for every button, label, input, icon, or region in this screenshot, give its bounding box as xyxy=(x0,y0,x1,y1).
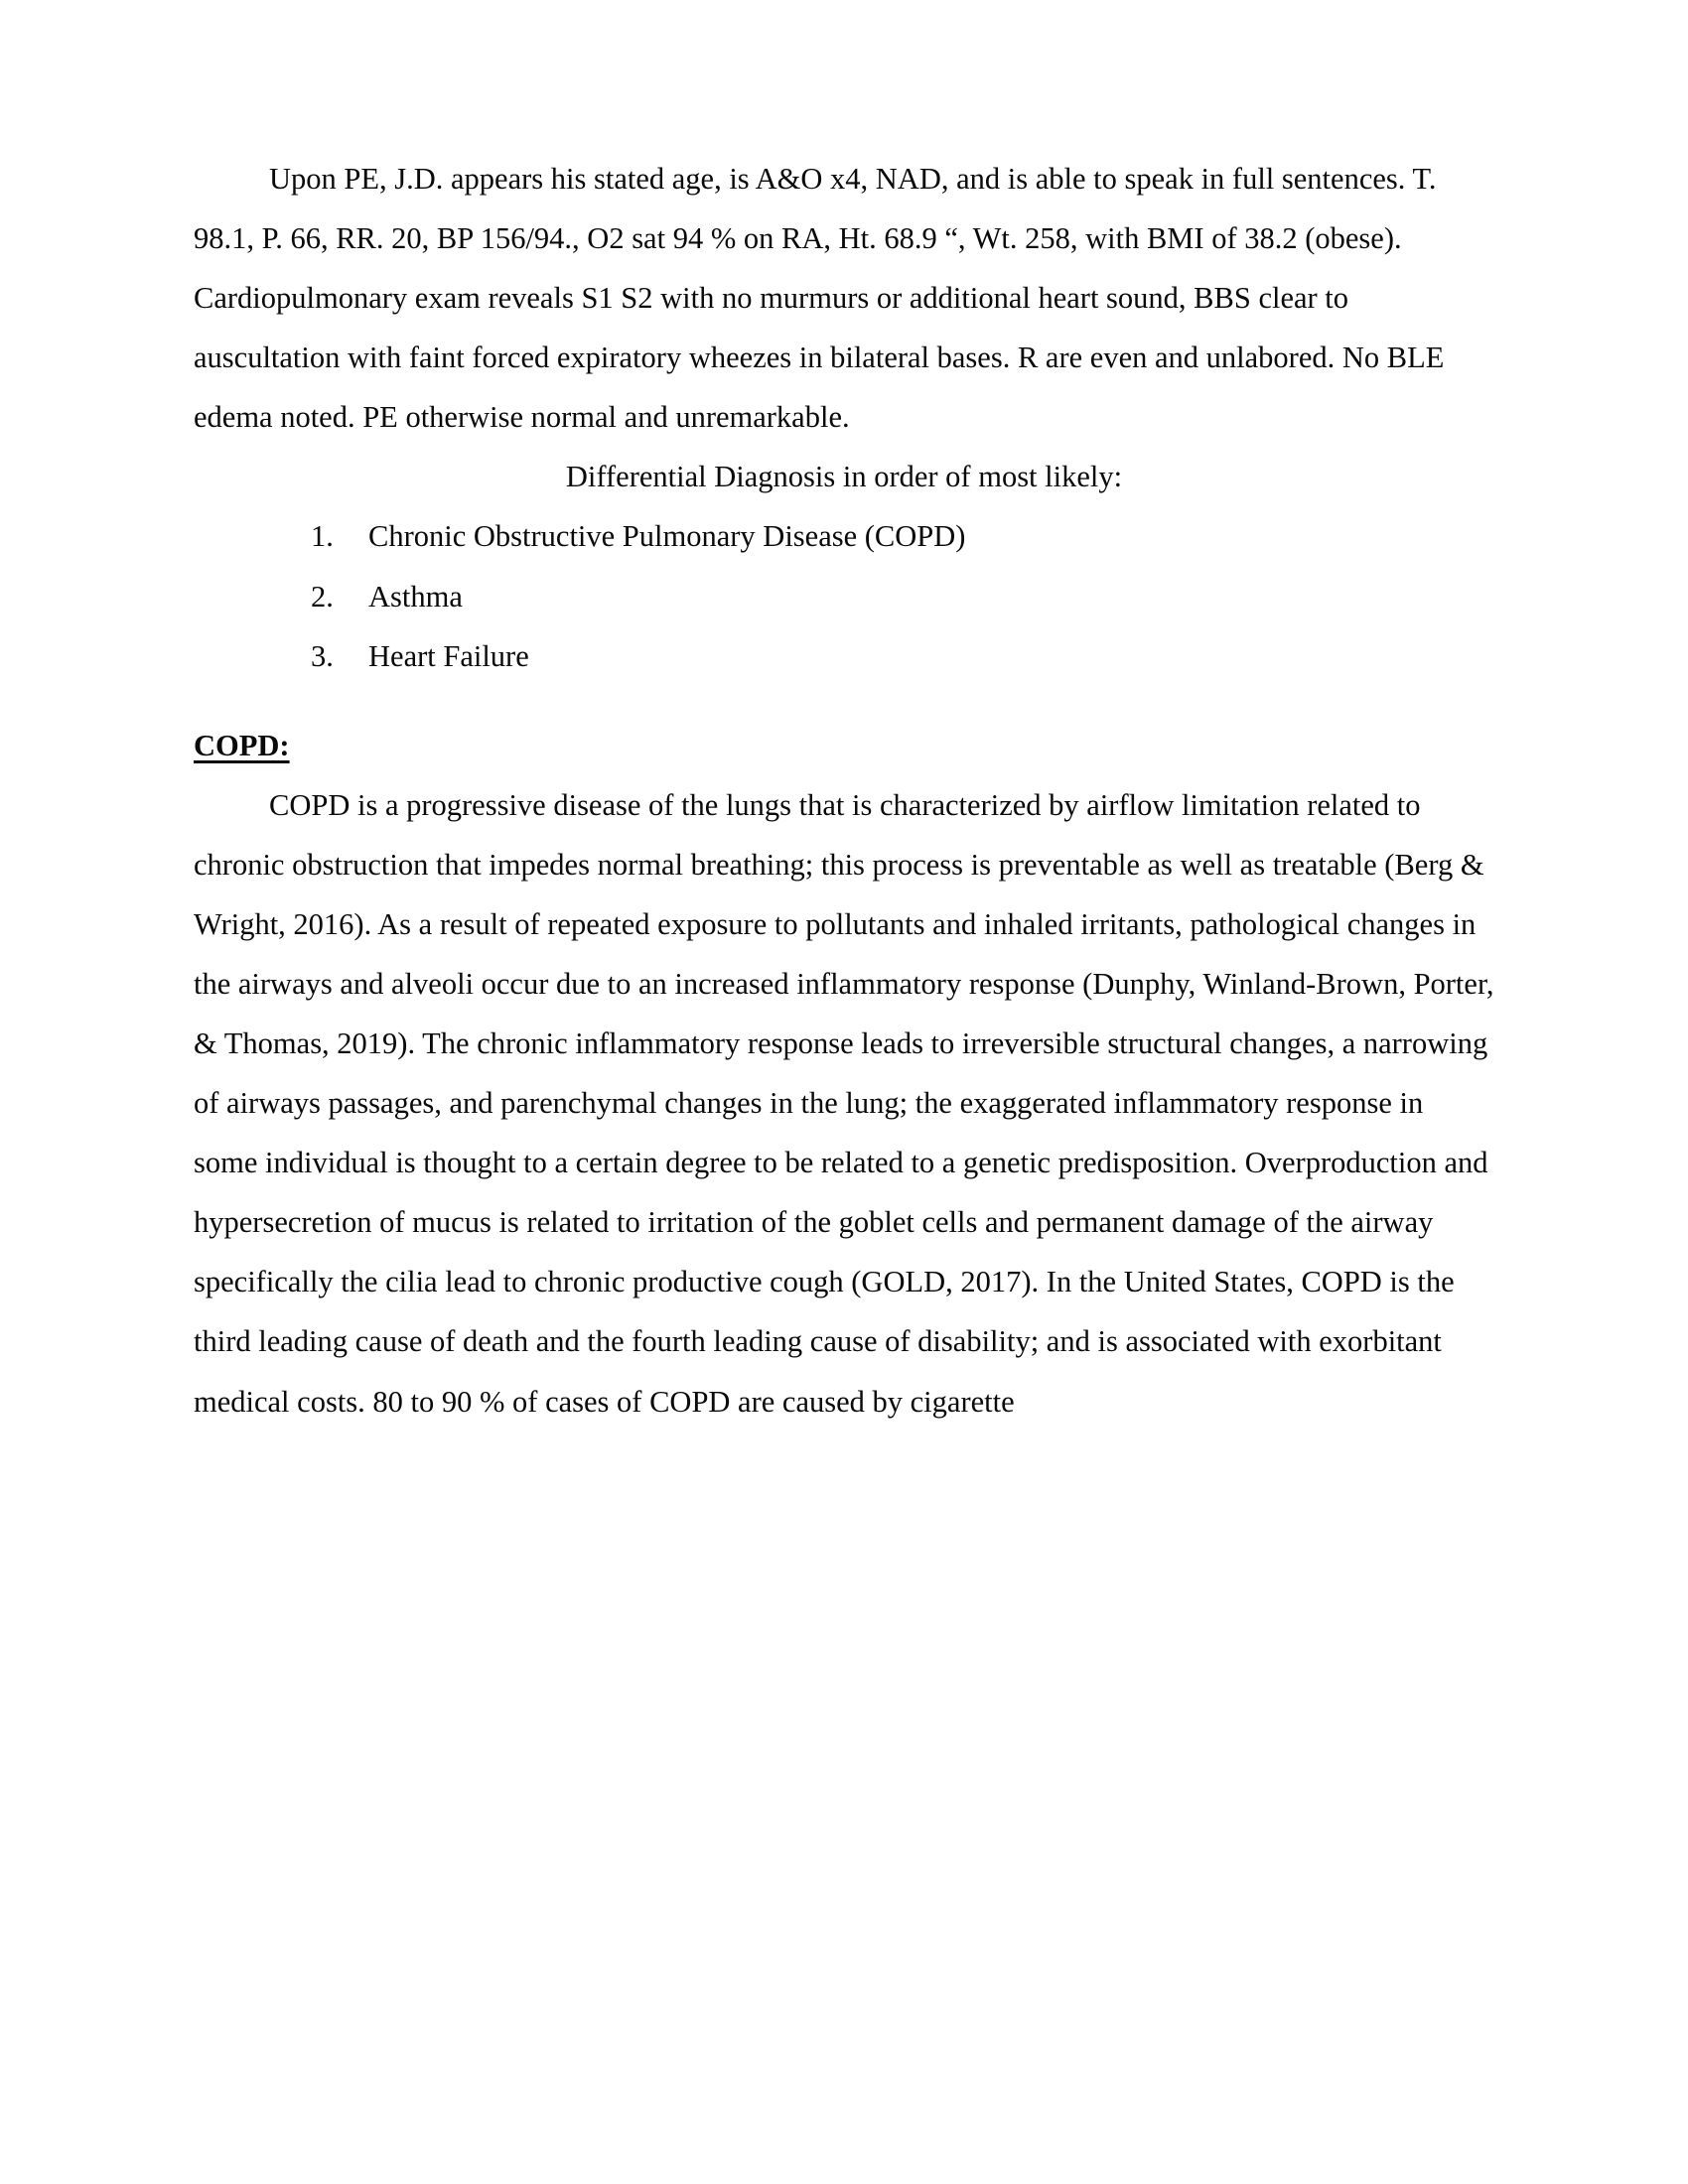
list-item-label: Asthma xyxy=(368,579,463,614)
differential-diagnosis-list xyxy=(194,506,1494,685)
list-item-number: 3. xyxy=(311,638,334,673)
list-item xyxy=(194,506,1494,566)
list-item-label: Heart Failure xyxy=(368,638,529,673)
spacer xyxy=(194,686,1494,716)
section-heading-copd: COPD: xyxy=(194,728,290,762)
differential-diagnosis-heading: Differential Diagnosis in order of most likely: xyxy=(565,460,1123,494)
document-body xyxy=(194,149,1494,1432)
list-item-number: 1. xyxy=(311,519,334,554)
list-item-number: 2. xyxy=(311,579,334,614)
paragraph-copd-body: COPD is a progressive disease of the lungs that is characterized by airflow limitation related to chronic obstruction that impedes normal breathing; this process is preventable as well as treatable (Berg & Wright, 2016). As a result of repeated exposure to pollutants and inhaled irritants, pathological changes in the airways and alveoli occur due to an increased inflammatory response (Dunphy, Winland-Brown, Porter, & Thomas, 2019). The chronic inflammatory response leads to irreversible structural changes, a narrowing of airways passages, and parenchymal changes in the lung; the exaggerated inflammatory response in some individual is thought to a certain degree to be related to a genetic predisposition. Overproduction and hypersecretion of mucus is related to irritation of the goblet cells and permanent damage of the airway specifically the cilia lead to chronic productive cough (GOLD, 2017). In the United States, COPD is the third leading cause of death and the fourth leading cause of disability; and is associated with exorbitant medical costs. 80 to 90 % of cases of COPD are caused by cigarette xyxy=(194,787,1494,1419)
list-item xyxy=(194,626,1494,686)
list-item-label: Chronic Obstructive Pulmonary Disease (COPD) xyxy=(368,519,966,554)
paragraph-physical-exam: Upon PE, J.D. appears his stated age, is A&O x4, NAD, and is able to speak in full sentences. T. 98.1, P. 66, RR. 20, BP 156/94., O2 sat 94 % on RA, Ht. 68.9 “, Wt. 258, with BMI of 38.2 (obese). Cardiopulmonary exam reveals S1 S2 with no murmurs or additional heart sound, BBS clear to auscultation with faint forced expiratory wheezes in bilateral bases. R are even and unlabored. No BLE edema noted. PE otherwise normal and unremarkable. xyxy=(194,162,1445,435)
list-item xyxy=(194,567,1494,626)
